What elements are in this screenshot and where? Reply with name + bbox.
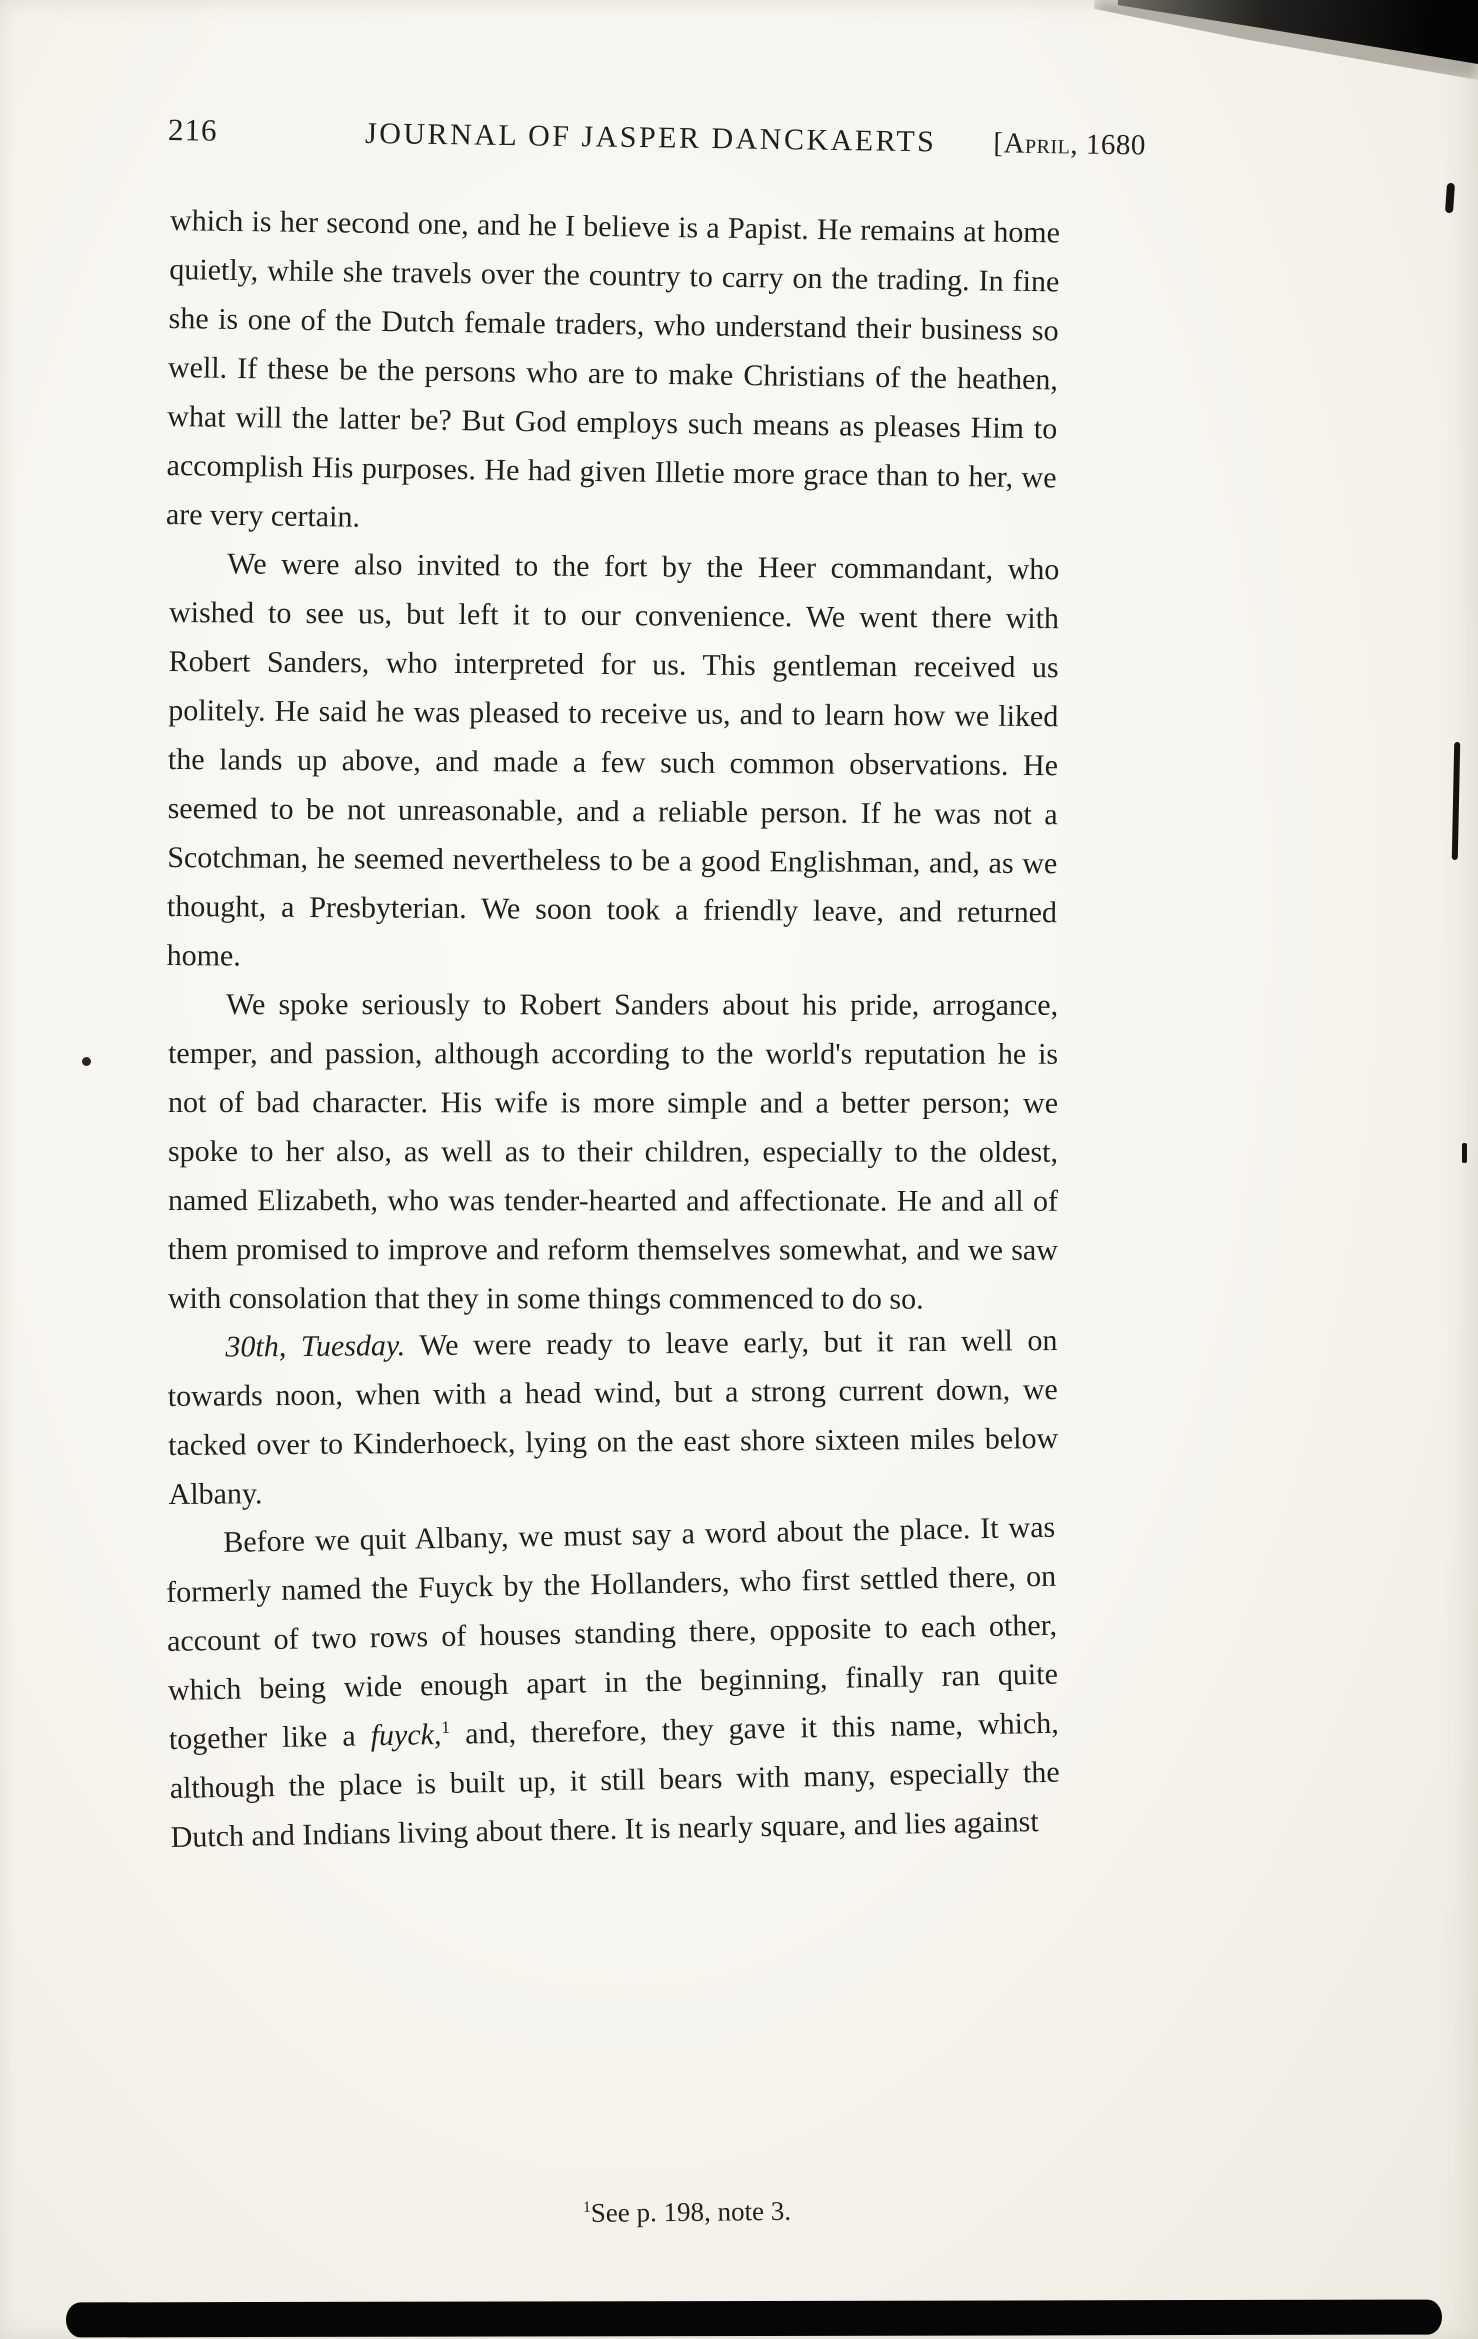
date-heading-italic: 30th, Tuesday. (225, 1329, 406, 1364)
italic-word-fuyck: fuyck, (370, 1717, 442, 1753)
scan-edge-mark (1445, 183, 1455, 213)
page-number: 216 (167, 112, 218, 148)
running-title: JOURNAL OF JASPER DANCKAERTS (364, 116, 937, 159)
margin-dot-artifact (82, 1057, 91, 1066)
paragraph-3: We spoke seriously to Robert Sanders about his pride, arrogance, temper, and passion, although according to the world's reputation he is not of bad character. His wife is more simple and a better person; we spoke to her also, as well as to their children, especially to the oldest, named Elizabeth, who was tender-hearted and affectionate. He and all of them promised to improve and reform themselves somewhat, and we saw with consolation that they in some things commenced to do so. (167, 988, 1059, 1316)
footnote-text: See p. 198, note 3. (590, 2195, 792, 2228)
paragraph-4 (167, 1316, 1059, 1519)
footnote-reference: 1 (441, 1716, 451, 1737)
footnote-marker: 1 (582, 2198, 591, 2216)
paragraph-5 (165, 1503, 1061, 1862)
scan-edge-mark (1462, 1143, 1467, 1163)
header-date: [April, 1680 (993, 127, 1147, 162)
page-corner-fold-artifact (1118, 0, 1478, 64)
paragraph-5-text-cont: and, therefore, they gave it this name, which, although the place is built up, it still bears with many, especially the Dutch and Indians living about there. It is nearly square, and lies against (169, 1706, 1060, 1854)
paragraph-5-text: Before we quit Albany, we must say a word about the place. It was formerly named the Fuyck by the Hollanders, who first settled there, on account of two rows of houses standing there, opposite to each other, which being wide enough apart in the beginning, finally ran quite together like a (165, 1510, 1059, 1756)
scan-edge-mark (1452, 742, 1460, 860)
paragraph-1: which is her second one, and he I believe is a Papist. He remains at home quietly, while she travels over the country to carry on the trading. In fine she is one of the Dutch female traders, who understand their business so well. If these be the persons who are to make Christians of the heathen, what will the latter be? But God employs such means as pleases Him to accomplish His purposes. He had given Illetie more grace than to her, we are very certain. (165, 204, 1061, 534)
footnote (583, 2196, 791, 2229)
page-body-text (165, 196, 1061, 1862)
bottom-scan-bar (66, 2300, 1442, 2338)
paragraph-4-text: We were ready to leave early, but it ran well on towards noon, when with a head wind, but a strong current down, we tacked over to Kinderhoeck, lying on the east shore sixteen miles below Albany. (167, 1324, 1059, 1511)
page-header (168, 112, 1146, 163)
paragraph-2: We were also invited to the fort by the Heer commandant, who wished to see us, but left it to our convenience. We went there with Robert Sanders, who interpreted for us. This gentleman received us politely. He said he was pleased to receive us, and to learn how we liked the lands up above, and made a few such common observations. He seemed to be not unreasonable, and a reliable person. If he was not a Scotchman, he seemed nevertheless to be a good Englishman, and, as we thought, a Presbyterian. We soon took a friendly leave, and returned home. (166, 547, 1060, 973)
